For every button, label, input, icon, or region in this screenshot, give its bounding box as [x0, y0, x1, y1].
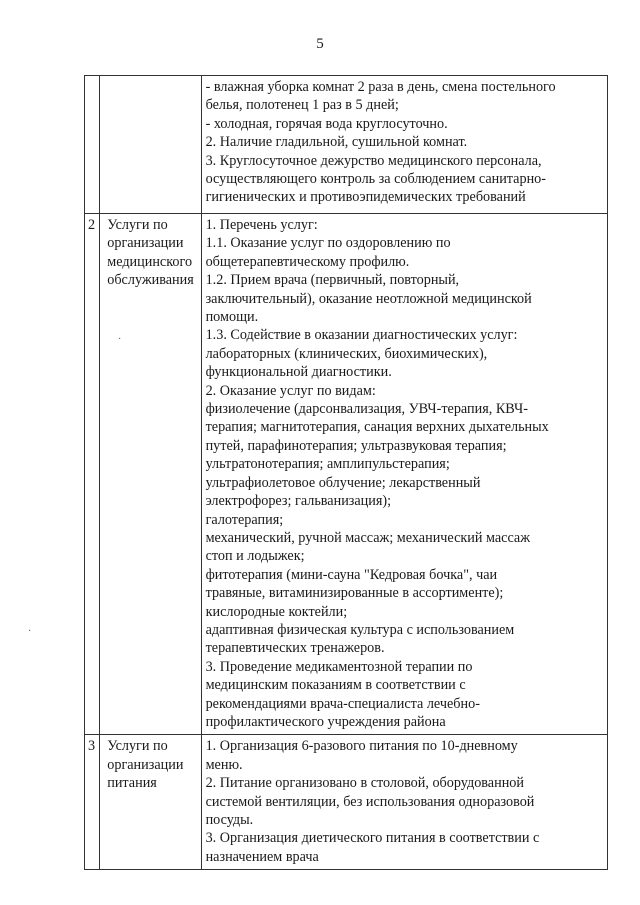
- description-line: 2. Питание организовано в столовой, оборудованной: [205, 775, 524, 792]
- description-line: терапия; магнитотерапия, санация верхних дыхательных: [205, 419, 549, 436]
- description-line: ультратонотерапия; амплипульстерапия;: [205, 456, 450, 473]
- description-line: физиолечение (дарсонвализация, УВЧ-терапия, КВЧ-: [205, 401, 528, 418]
- table-body: [85, 76, 608, 870]
- description-line: электрофорез; гальванизация);: [205, 493, 392, 510]
- row-number: [85, 76, 100, 214]
- description-line: белья, полотенец 1 раз в 5 дней;: [205, 97, 399, 114]
- service-name-line: обслуживания: [107, 272, 194, 289]
- description-line: 1. Организация 6-разового питания по 10-дневному: [205, 738, 518, 755]
- description-line: 3. Круглосуточное дежурство медицинского персонала,: [205, 152, 542, 169]
- description-line: системой вентиляции, без использования одноразовой: [205, 793, 535, 810]
- description-line: стоп и лодыжек;: [205, 548, 305, 565]
- service-name-line: медицинского: [107, 253, 193, 270]
- service-name-line: Услуги по: [107, 217, 168, 233]
- description-line: травяные, витаминизированные в ассортименте);: [205, 585, 504, 602]
- description-line: гигиенических и противоэпидемических требований: [205, 189, 526, 206]
- description-line: 2. Оказание услуг по видам:: [205, 382, 376, 399]
- service-name: [100, 214, 201, 735]
- description-line: 1.3. Содействие в оказании диагностических услуг:: [205, 327, 518, 344]
- description-line: общетерапевтическому профилю.: [205, 253, 410, 270]
- description-line: посуды.: [205, 812, 254, 828]
- description-line: осуществляющего контроль за соблюдением санитарно-: [205, 171, 546, 188]
- scan-mark: ·: [118, 334, 122, 345]
- description-line: рекомендациями врача-специалиста лечебно-: [205, 695, 480, 712]
- description-line: - холодная, горячая вода круглосуточно.: [205, 115, 448, 132]
- description-line: назначением врача: [205, 848, 319, 865]
- description-line: 2. Наличие гладильной, сушильной комнат.: [205, 134, 468, 151]
- description-line: медицинским показаниям в соответствии с: [205, 677, 466, 694]
- description-line: 1.1. Оказание услуг по оздоровлению по: [205, 235, 451, 252]
- description-line: заключительный), оказание неотложной медицинской: [205, 290, 532, 307]
- service-name-line: Услуги по: [107, 738, 168, 755]
- service-name: [100, 735, 201, 870]
- description-line: лабораторных (клинических, биохимических),: [205, 345, 488, 362]
- description-line: путей, парафинотерапия; ультразвуковая терапия;: [205, 437, 507, 454]
- service-description: [201, 735, 607, 870]
- service-description: [201, 76, 607, 214]
- description-line: адаптивная физическая культура с использованием: [205, 621, 515, 638]
- page-number: 5: [316, 36, 324, 52]
- description-line: 1.2. Прием врача (первичный, повторный,: [205, 272, 460, 289]
- service-name-line: организации: [107, 756, 184, 773]
- services-table: [84, 75, 608, 870]
- description-line: меню.: [205, 756, 243, 773]
- description-line: 3. Организация диетического питания в соответствии с: [205, 830, 540, 847]
- description-line: 1. Перечень услуг:: [205, 217, 318, 233]
- description-line: кислородные коктейли;: [205, 603, 348, 620]
- description-line: 3. Проведение медикаментозной терапии по: [205, 658, 473, 675]
- service-name-line: питания: [107, 775, 157, 792]
- description-line: - влажная уборка комнат 2 раза в день, смена постельного: [205, 79, 556, 95]
- table-row: [85, 76, 608, 214]
- row-number: 2: [85, 214, 100, 735]
- service-description: [201, 214, 607, 735]
- service-name: [100, 76, 201, 214]
- description-line: механический, ручной массаж; механический массаж: [205, 529, 531, 546]
- service-name-line: организации: [107, 235, 184, 252]
- description-line: профилактического учреждения района: [205, 713, 446, 730]
- table-row: [85, 214, 608, 735]
- description-line: функциональной диагностики.: [205, 364, 392, 381]
- description-line: терапевтических тренажеров.: [205, 640, 385, 657]
- scan-mark: ·: [28, 626, 32, 637]
- description-line: помощи.: [205, 309, 259, 326]
- table-row: [85, 735, 608, 870]
- row-number: 3: [85, 735, 100, 870]
- description-line: фитотерапия (мини-сауна "Кедровая бочка", чаи: [205, 566, 498, 583]
- description-line: ультрафиолетовое облучение; лекарственный: [205, 474, 481, 491]
- description-line: галотерапия;: [205, 511, 284, 528]
